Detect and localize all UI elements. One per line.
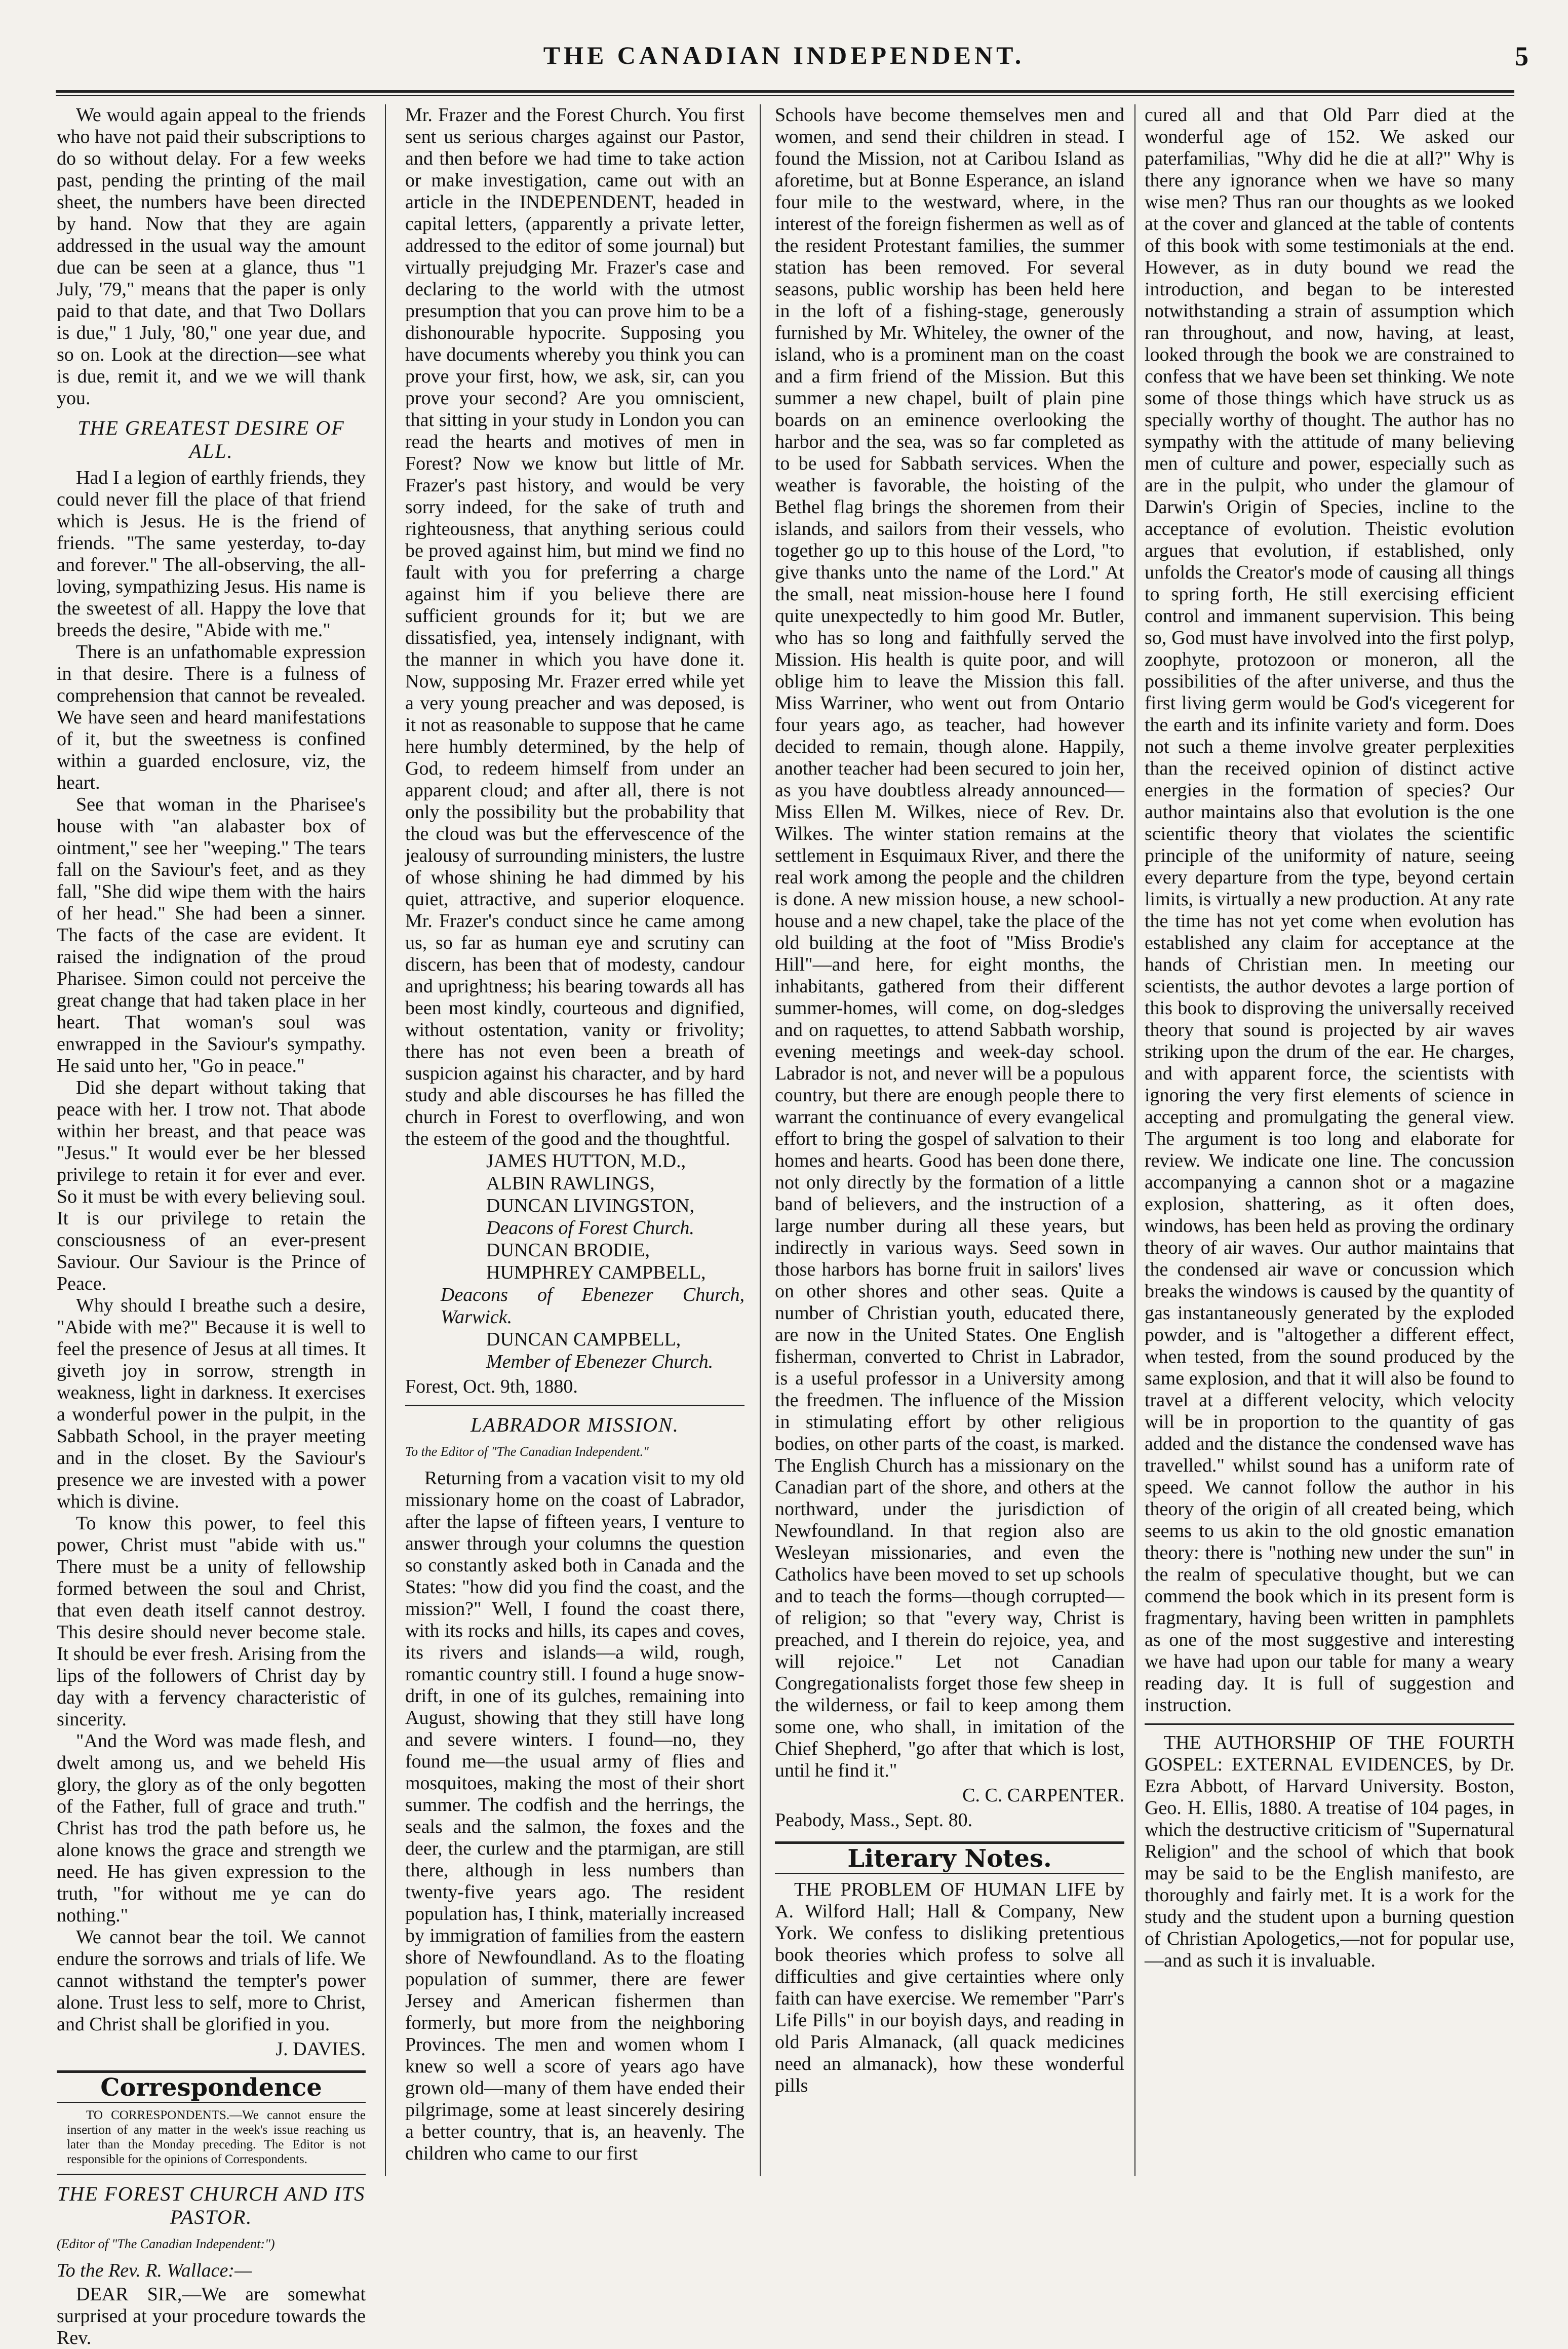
book-review: THE PROBLEM OF HUMAN LIFE by A. Wilford Hall; Hall & Company, New York. We confess to disliking pretentious book theories which profess to solve all difficulties and give certainties where only faith can have exercise. We remember "Parr's Life Pills" in our boyish days, and reading in old Paris Almanack, (all quack medicines need an almanack), how these wonderful pills <box>775 1879 1124 2096</box>
column-divider <box>385 104 386 2176</box>
section-heading: Correspondence <box>57 2070 366 2103</box>
column-4 <box>1145 104 1514 2171</box>
article-paragraph: We cannot bear the toil. We cannot endure the sorrows and trials of life. We cannot withstand the tempter's power alone. Trust less to self, more to Christ, and Christ shall be glorified in you. <box>57 1927 366 2035</box>
article-paragraph: There is an unfathomable expression in that desire. There is a fulness of comprehension that cannot be revealed. We have seen and heard manifestations of it, but the sweetness is confined within a guarded enclosure, viz, the heart. <box>57 641 366 793</box>
letter-start: DEAR SIR,—We are somewhat surprised at your procedure towards the Rev. <box>57 2284 366 2348</box>
divider <box>1145 1723 1514 1725</box>
signer-role: Deacons of Ebenezer Church, Warwick. <box>441 1284 744 1328</box>
signer-name: DUNCAN BRODIE, <box>486 1240 650 1261</box>
editor-address: To the Editor of "The Canadian Independent." <box>405 1444 649 1459</box>
column-divider <box>760 104 761 2176</box>
book-review: cured all and that Old Parr died at the wonderful age of 152. We asked our paterfamilias, "Why did he die at all?" Why is there any ignorance when we have so many wise men? Thus ran our thoughts as we looked at the cover and glanced at the table of contents of this book with some testimonials at the end. However, as in duty bound we read the introduction, and began to be interested notwithstanding a strain of assumption which ran throughout, and now, having, at least, looked through the book we are constrained to confess that we have been set thinking. We note some of those things which have struck us as specially worthy of thought. The author has no sympathy with the attitude of many believing men of culture and power, especially such as are in the pulpit, who under the glamour of Darwin's Origin of Species, incline to the acceptance of evolution. Theistic evolution argues that evolution, if established, only unfolds the Creator's mode of causing all things to spring forth, He still exercising efficient control and immanent supervision. This being so, God must have involved into the first polyp, zoophyte, protozoon or moneron, all the possibilities of the after universe, and thus the first living germ would be God's vicegerent for the earth and its infinite variety and form. Does not such a theme involve greater perplexities than the received opinion of distinct active energies in the formation of species? Our author maintains also that evolution is the one scientific theory that violates the scientific principle of the uniformity of nature, seeing every departure from the type, beyond certain limits, is virtually a new production. At any rate the time has not yet come when evolution has established any claim for acceptance at the hands of Christian men. In meeting our scientists, the author devotes a large portion of this book to disproving the universally received theory that sound is projected by air waves striking upon the drum of the ear. He charges, and with apparent force, the scientists with ignoring the very first elements of science in accepting and promulgating the general view. The argument is too long and elaborate for review. We indicate one line. The concussion accompanying a cannon shot or a magazine explosion, shattering, as it often does, windows, has been held as proving the ordinary theory of air waves. Our author maintains that the condensed air wave or concussion which breaks the windows is caused by the quantity of gas instantaneously generated by the exploded powder, and is "altogether a different effect, when tested, from the sound produced by the same explosion, and that it will also be found to travel at a different velocity, which velocity will be in proportion to the quantity of gas added and the distance the condensed wave has travelled." whilst sound has a uniform rate of speed. We cannot follow the author in his theory of the origin of all created being, which seems to us akin to the old gnostic emanation theory: there is "nothing new under the sun" in the realm of speculative thought, but we can commend the book which in its present form is fragmentary, having been written in pamphlets as one of the most suggestive and interesting we have had upon our table for many a weary reading day. It is full of suggestion and instruction. <box>1145 104 1514 1716</box>
signer-name: JAMES HUTTON, M.D., <box>486 1150 686 1172</box>
signer-name: ALBIN RAWLINGS, <box>486 1173 655 1194</box>
article-paragraph: See that woman in the Pharisee's house with "an alabaster box of ointment," see her "weeping." The tears fall on the Saviour's feet, and as they fall, "She did wipe them with the hairs of her head." She had been a sinner. The facts of the case are evident. It raised the indignation of the proud Pharisee. Simon could not perceive the great change that had taken place in her heart. That woman's soul was enwrapped in the Saviour's sympathy. He said unto her, "Go in peace." <box>57 794 366 1076</box>
signers-list <box>405 1150 744 1373</box>
article-title: THE GREATEST DESIRE OF ALL. <box>77 416 345 463</box>
signer-name: DUNCAN LIVINGSTON, <box>486 1195 694 1216</box>
book-review: THE AUTHORSHIP OF THE FOURTH GOSPEL: EXTERNAL EVIDENCES, by Dr. Ezra Abbott, of Harvard University. Boston, Geo. H. Ellis, 1880. A treatise of 104 pages, in which the destructive criticism of "Supernatural Religion" and the school of which that book may be said to be the English manifesto, are thoroughly and fairly met. It is a work for the study and the student upon a burning question of Christian Apologetics,—not for popular use,—and as such it is invaluable. <box>1145 1732 1514 1971</box>
column-2 <box>405 104 744 2171</box>
article-signature: C. C. CARPENTER. <box>962 1785 1124 1806</box>
letter-body: Mr. Frazer and the Forest Church. You first sent us serious charges against our Pastor, and then before we had time to take action or make investigation, came out with an article in the INDEPENDENT, headed in capital letters, (apparently a private letter, addressed to the editor of some journal) but virtually prejudging Mr. Frazer's case and declaring to the world with the utmost presumption that you can prove him to be a dishonourable hypocrite. Supposing you have documents whereby you think you can prove your first, how, we ask, sir, can you prove your second? Are you omniscient, that sitting in your study in London you can read the hearts and motives of men in Forest? Now we know but little of Mr. Frazer's past history, and would be very sorry indeed, for the sake of truth and righteousness, that anything serious could be proved against him, but mind we find no fault with you for preferring a charge against him if you believe there are sufficient grounds for it; but we are dissatisfied, yea, intensely indignant, with the manner in which you have done it. Now, supposing Mr. Frazer erred while yet a very young preacher and was deposed, is it not as reasonable to suppose that he came here humbly determined, by the help of God, to redeem himself from under an apparent cloud; and after all, there is not only the possibility but the probability that the cloud was but the effervescence of the jealousy of surrounding ministers, the lustre of whose shining he had dimmed by his quiet, attractive, and superior eloquence. Mr. Frazer's conduct since he came among us, so far as human eye and scrutiny can discern, has been that of modesty, candour and uprightness; his bearing towards all has been most kindly, courteous and dignified, without ostentation, vanity or frivolity; there has not even been a breath of suspicion against his character, and by hard study and able discourses he has filled the church in Forest to overflowing, and won the esteem of the good and the thoughtful. <box>405 104 744 1149</box>
article-paragraph: "And the Word was made flesh, and dwelt among us, and we beheld His glory, the glory as of the only begotten of the Father, full of grace and truth." Christ has trod the path before us, he alone knows the grace and strength we need. He has given expression to the truth, "for without me ye can do nothing." <box>57 1730 366 1926</box>
article-title: LABRADOR MISSION. <box>471 1413 679 1436</box>
column-1 <box>57 104 366 2348</box>
article-title: THE FOREST CHURCH AND ITS PASTOR. <box>57 2182 366 2228</box>
page-header <box>0 14 1568 90</box>
editor-address: (Editor of "The Canadian Independent:") <box>57 2237 275 2251</box>
article-signature: J. DAVIES. <box>276 2038 366 2060</box>
signer-name: HUMPHREY CAMPBELL, <box>486 1262 706 1283</box>
section-heading: Literary Notes. <box>775 1841 1124 1874</box>
article-body: Schools have become themselves men and women, and send their children in stead. I found the Mission, not at Caribou Island as aforetime, but at Bonne Esperance, an island four mile to the westward, where, in the interest of the foreign fishermen as well as of the resident Protestant families, the summer station has been removed. For several seasons, public worship has been held here in the loft of a fishing-stage, generously furnished by Mr. Whiteley, the owner of the island, who is a prominent man on the coast and a firm friend of the Mission. But this summer a new chapel, built of plain pine boards on an eminence overlooking the harbor and the sea, was so far completed as to be used for Sabbath services. When the weather is favorable, the hoisting of the Bethel flag brings the shoremen from their islands, and sailors from their vessels, who together go up to this house of the Lord, "to give thanks unto the name of the Lord." At the small, neat mission-house here I found quite unexpectedly to him good Mr. Butler, who has so long and faithfully served the Mission. His health is quite poor, and will oblige him to leave the Mission this fall. Miss Warriner, who went out from Ontario four years ago, as teacher, had however decided to remain, though alone. Happily, another teacher had been secured to join her, as you have doubtless already announced—Miss Ellen M. Wilkes, niece of Rev. Dr. Wilkes. The winter station remains at the settlement in Esquimaux River, and there the real work among the people and the children is done. A new mission house, a new school-house and a new chapel, take the place of the old building at the foot of "Miss Brodie's Hill"—and here, for eight months, the inhabitants, gathered from their different summer-homes, will come, on dog-sledges and on raquettes, to attend Sabbath worship, evening meetings and week-day school. Labrador is not, and never will be a populous country, but there are enough people there to warrant the continuance of every evangelical effort to bring the gospel of salvation to their homes and hearts. Good has been done there, not only directly by the formation of a little band of believers, and the instruction of a large number during all these years, but indirectly in various ways. Seed sown in those harbors has borne fruit in sailors' lives on other shores and other seas. Quite a number of Christian youth, educated there, are now in the United States. One English fisherman, converted to Christ in Labrador, is a useful professor in a University among the freedmen. The influence of the Mission in stimulating effort by other religious bodies, on other parts of the coast, is marked. The English Church has a missionary on the Canadian part of the shore, and others at the northward, under the jurisdiction of Newfoundland. In that region also are Wesleyan missionaries, and even the Catholics have been moved to set up schools and to teach the forms—though corrupted—of religion; so that "every way, Christ is preached, and I therein do rejoice, yea, and will rejoice." Let not Canadian Congregationalists forget those few sheep in the wilderness, or fail to keep among them some one, who shall, in imitation of the Chief Shepherd, "go after that which is lost, until he find it." <box>775 104 1124 1781</box>
signer-name: DUNCAN CAMPBELL, <box>486 1329 681 1350</box>
signer-role: Deacons of Forest Church. <box>486 1217 694 1239</box>
article-paragraph: Did she depart without taking that peace with her. I trow not. That abode within her breast, and that peace was "Jesus." It would ever be her blessed privilege to retain it for ever and ever. So it must be with every believing soul. It is our privilege to retain the consciousness of an ever-present Saviour. Our Saviour is the Prince of Peace. <box>57 1077 366 1294</box>
signer-role: Member of Ebenezer Church. <box>486 1351 714 1372</box>
salutation: To the Rev. R. Wallace:— <box>57 2260 252 2281</box>
masthead-title: THE CANADIAN INDEPENDENT. <box>543 41 1025 69</box>
divider <box>405 1405 744 1406</box>
page-number: 5 <box>1515 41 1528 71</box>
article-paragraph: Had I a legion of earthly friends, they could never fill the place of that friend which is Jesus. He is the friend of friends. "The same yesterday, to-day and forever." The all-observing, the all-loving, sympathizing Jesus. His name is the sweetest of all. Happy the love that breeds the desire, "Abide with me." <box>57 467 366 641</box>
article-paragraph: To know this power, to feel this power, Christ must "abide with us." There must be a unity of fellowship formed between the soul and Christ, that even death itself cannot destroy. This desire should never become stale. It should be ever fresh. Arising from the lips of the followers of Christ day by day with a fervency characteristic of sincerity. <box>57 1513 366 1730</box>
header-rule <box>56 90 1514 93</box>
header-rule-thin <box>56 95 1514 96</box>
subscription-notice: We would again appeal to the friends who have not paid their subscriptions to do so without delay. For a few weeks past, pending the printing of the mail sheet, the numbers have been directed by hand. Now that they are again addressed in the usual way the amount due can be seen at a glance, thus "1 July, '79," means that the paper is only paid to that date, and that Two Dollars is due," 1 July, '80," one year due, and so on. Look at the direction—see what is due, remit it, and we we will thank you. <box>57 104 366 409</box>
place-date: Forest, Oct. 9th, 1880. <box>405 1376 578 1397</box>
article-paragraph: Why should I breathe such a desire, "Abide with me?" Because it is well to feel the presence of Jesus at all times. It giveth joy in sorrow, strength in weakness, light in darkness. It exercises a wonderful power in the pulpit, in the Sabbath School, in the prayer meeting and in the closet. By the Saviour's presence we are invested with a power which is divine. <box>57 1295 366 1512</box>
column-3 <box>775 104 1124 2171</box>
article-body: Returning from a vacation visit to my old missionary home on the coast of Labrador, after the lapse of fifteen years, I venture to answer through your columns the question so constantly asked both in Canada and the States: "how did you find the coast, and the mission?" Well, I found the coast there, with its rocks and hills, its capes and coves, its rivers and islands—a wild, rough, romantic country still. I found a huge snow-drift, in one of its gulches, remaining into August, showing that they still have long and severe winters. I found—no, they found me—the usual army of flies and mosquitoes, making the most of their short summer. The codfish and the herrings, the seals and the salmon, the foxes and the deer, the curlew and the ptarmigan, are still there, although in less numbers than twenty-five years ago. The resident population has, I think, materially increased by immigration of families from the eastern shore of Newfoundland. As to the floating population of summer, there are fewer Jersey and American fishermen than formerly, but more from the neighboring Provinces. The men and women whom I knew so well a score of years ago have grown old—many of them have ended their pilgrimage, some at least sincerely desiring a better country, that is, an heavenly. The children who came to our first <box>405 1468 744 2164</box>
place-date: Peabody, Mass., Sept. 80. <box>775 1809 973 1831</box>
correspondents-note: TO CORRESPONDENTS.—We cannot ensure the insertion of any matter in the week's issue reaching us later than the Monday preceding. The Editor is not responsible for the opinions of Correspondents. <box>67 2108 366 2166</box>
divider <box>57 2174 366 2175</box>
column-divider <box>1134 104 1135 2176</box>
article-body <box>57 467 366 2035</box>
